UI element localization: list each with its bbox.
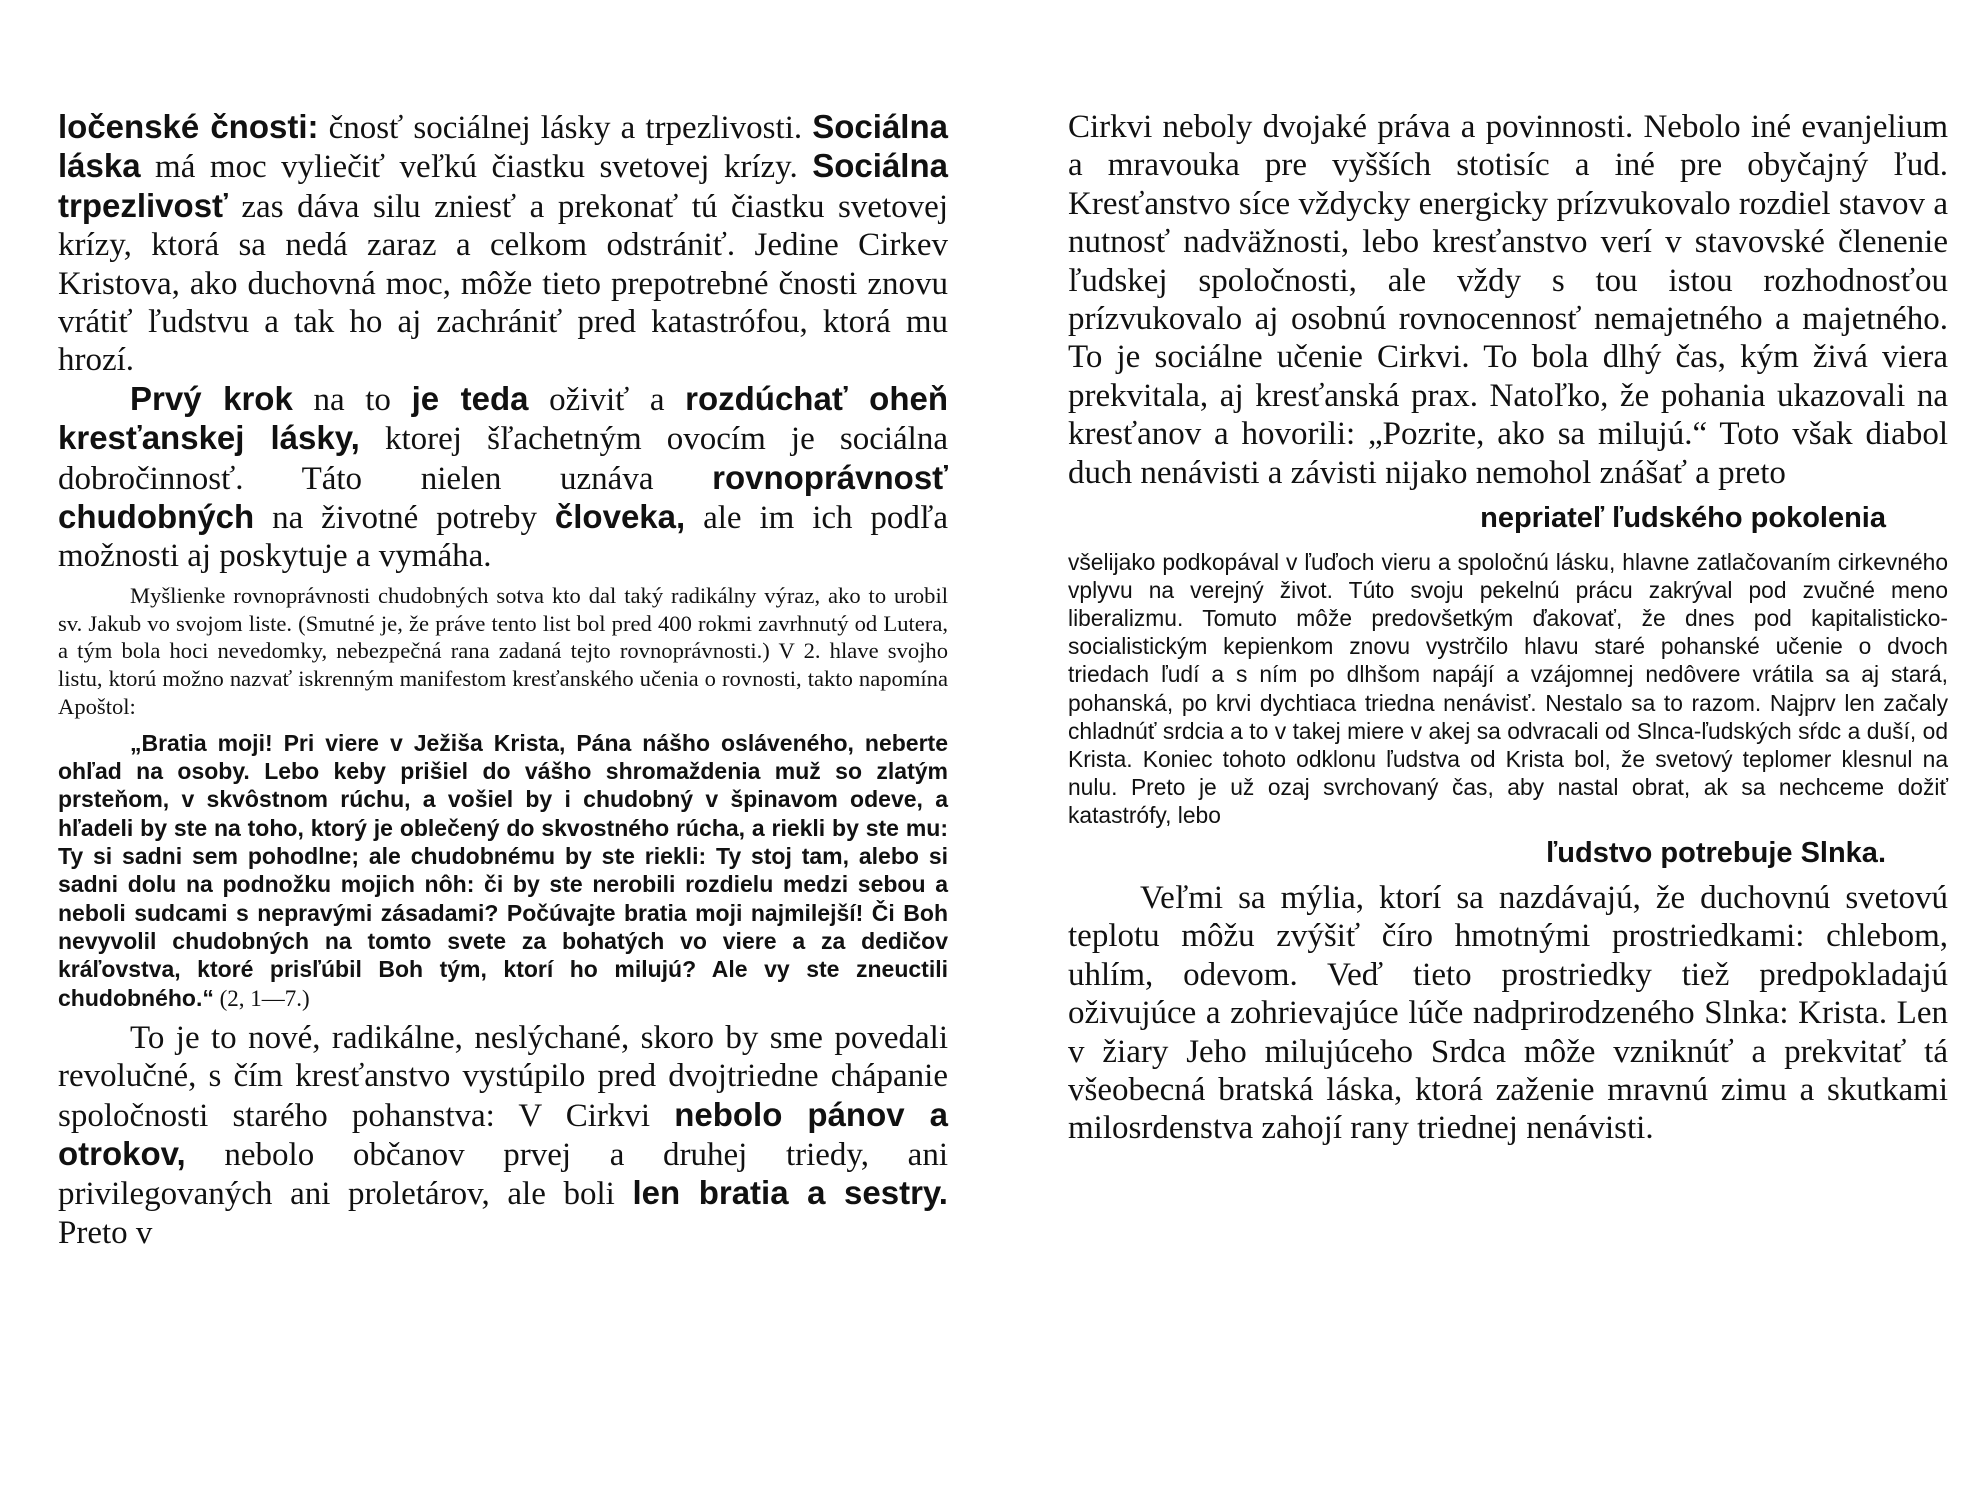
right-column bbox=[1068, 108, 1948, 1148]
bold-phrase: človeka, bbox=[554, 498, 686, 536]
bold-phrase: rozdúchať oheň kresťanskej lásky, bbox=[58, 379, 949, 457]
paragraph-spiritual-warmth: Veľmi sa mýlia, ktorí sa nazdávajú, že duchovnú svetovú teplotu môžu zvýšiť číro hmotnými prostriedkami: chlebom, uhlím, odevom. Veď tieto prostriedky tiež predpokladajú oživujúce a zohrievajúce lúče nadprirodzeného Slnka: Krista. Len v žiary Jeho milujúceho Srdca môže vzniknúť a prekvitať tá všeobecná bratská láska, ktorá zaženie mravnú zimu a skutkami milosrdenstva zahojí rany triednej nenávisti. bbox=[1068, 880, 1948, 1147]
bold-phrase: Sociálna trpezlivosť bbox=[58, 147, 948, 224]
bold-phrase: Sociálna láska bbox=[58, 108, 948, 185]
text-run: ktorej šľachetným ovocím je sociálna dobročinnosť. Táto nielen uznáva bbox=[58, 421, 949, 497]
paragraph-church-rights: Cirkvi neboly dvojaké práva a povinnosti. Nebolo iné evanjelium a mravouka pre vyšších stotisíc a iné pre obyčajný ľud. Kresťanstvo síce vždycky energicky prízvukovalo rozdiel stavov a nutnosť nadväžnosti, lebo kresťanstvo verí v stavovské členenie ľudskej spoločnosti, ale vždy s tou istou rozhodnosťou prízvukovalo aj osobnú rovnocennosť nemajetného a majetného. To je sociálne učenie Cirkvi. To bola dlhý čas, kým živá viera prekvitala, aj kresťanská prax. Natoľko, že pohania ukazovali na kresťanov a hovorili: „Pozrite, ako sa milujú.“ Toto však diabol duch nenávisti a závisti nijako nemohol znášať a preto bbox=[1068, 109, 1948, 491]
bold-phrase: nebolo pánov a otrokov, bbox=[58, 1095, 948, 1173]
text-run: To je to nové, radikálne, neslýchané, skoro by sme povedali revolučné, s čím kresťanstvo vystúpilo pred dvojtriedne chápanie spoločnosti starého pohanstva: V Cirkvi bbox=[58, 1019, 948, 1134]
text-run: oživiť a bbox=[528, 381, 686, 418]
paragraph-first-step bbox=[58, 380, 948, 576]
left-column bbox=[58, 108, 948, 1252]
text-run: Preto v bbox=[58, 1214, 153, 1251]
text-run: na to bbox=[292, 381, 412, 418]
paragraph-liberalism: všelijako podkopával v ľuďoch vieru a spoločnú lásku, hlavne zatlačovaním cirkevného vplyvu na verejný život. Túto svoju pekelnú prácu zakrýval pod zvučné meno liberalizmu. Tomuto môže predovšetkým ďakovať, že dnes pod kapitalisticko-socialistickým kepienkom znovu vystrčilo hlavu staré pohanské učenie o dvoch triedach ľudí a s ním po dlhšom napájí a vzájomnej nedôvere vrátila sa aj stará, pohanská, po krvi dychtiaca triedna nenávisť. Nestalo sa to razom. Najprv len začaly chladnúť srdcia a to v takej miere v akej sa odvracali od Slnca-ľudských sŕdc a duší, od Krista. Koniec tohoto odklonu ľudstva od Krista bol, že svetový teplomer klesnul na nulu. Preto je už ozaj svrchovaný čas, aby nastal obrat, ak sa nechceme dožiť katastrófy, lebo bbox=[1068, 549, 1948, 828]
block-quote bbox=[58, 729, 948, 1013]
quote-reference: (2, 1—7.) bbox=[213, 985, 310, 1011]
quote-text: „Bratia moji! Pri viere v Ježiša Krista, Pána nášho osláveného, neberte ohľad na osoby. Lebo keby prišiel do vášho shromaždenia muž so zlatým prsteňom, v skvôstnom rúchu, a vošiel by i chudobný v špinavom odeve, a hľadeli by ste na toho, ktorý je oblečený do skvostného rúcha, a riekli by ste mu: Ty si sadni sem pohodlne; ale chudobnému by ste riekli: Ty stoj tam, alebo si sadni dolu na podnožku mojich nôh: či by ste nerobili rozdielu medzi sebou a neboli sudcami s nepravými zásadami? Počúvajte bratia moji najmilejší! Či Boh nevyvolil chudobných na tomto svete za bohatých vo viere a za dedičov kráľovstva, ktoré prisľúbil Boh tým, ktorí ho milujú? Ale vy ste zneuctili chudobného.“ bbox=[58, 729, 948, 1011]
text-run: čnosť sociálnej lásky a trpezlivosti. bbox=[318, 110, 813, 146]
bold-phrase: rovnoprávnosť chudobných bbox=[58, 458, 948, 536]
section-heading-sun: ľudstvo potrebuje Slnka. bbox=[1546, 837, 1886, 869]
text-run: má moc vyliečiť veľkú čiastku svetovej krízy. bbox=[140, 149, 813, 186]
section-heading-enemy: nepriateľ ľudského pokolenia bbox=[1480, 502, 1886, 535]
bold-phrase: len bratia a sestry. bbox=[632, 1174, 948, 1212]
text-run: zas dáva silu zniesť a prekonať tú čiastku svetovej krízy, ktorá sa nedá zaraz a celkom odstrániť. Jedine Cirkev Kristova, ako duchovná moc, môže tieto prepotrebné čnosti znovu vrátiť ľudstvu a tak ho aj zachrániť pred katastrófou, ktorá mu hrozí. bbox=[58, 188, 948, 379]
text-run: ale im ich podľa možnosti aj poskytuje a vymáha. bbox=[58, 500, 948, 575]
text-run: na životné potreby bbox=[254, 500, 555, 537]
bold-phrase: je teda bbox=[411, 379, 529, 417]
paragraph-st-james: Myšlienke rovnoprávnosti chudobných sotva kto dal taký radikálny výraz, ako to urobil sv. Jakub vo svojom liste. (Smutné je, že práve tento list bol pred 400 rokmi zavrhnutý od Lutera, a tým bola hoci nevedomky, nebezpečná rana zadaná tejto rovnoprávnosti.) V 2. hlave svojho listu, ktorú možno nazvať iskrenným manifestom kresťanského učenia o rovnosti, takto napomína Apoštol: bbox=[58, 582, 948, 720]
paragraph-radical-new bbox=[58, 1019, 948, 1252]
paragraph-social-virtues bbox=[58, 108, 948, 380]
bold-phrase: ločenské čnosti: bbox=[58, 108, 319, 145]
text-run: nebolo občanov prvej a druhej triedy, ani privilegovaných ani proletárov, ale boli bbox=[58, 1137, 948, 1213]
bold-phrase: Prvý krok bbox=[130, 379, 293, 417]
